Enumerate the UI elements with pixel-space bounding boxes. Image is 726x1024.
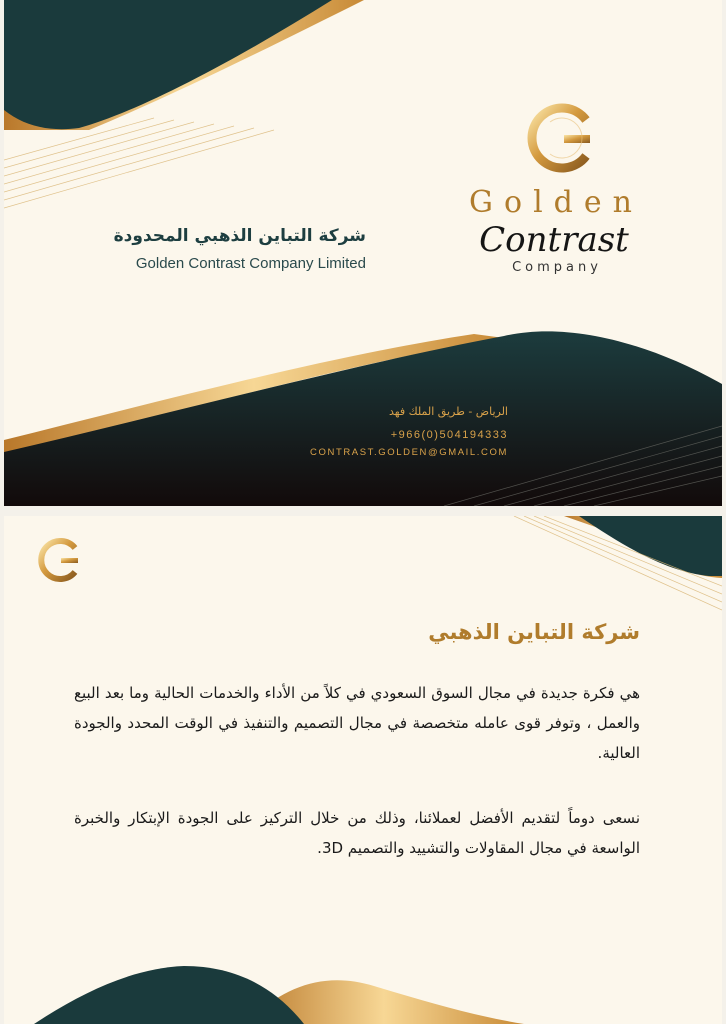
back-decoration xyxy=(4,516,722,1024)
brand-word-contrast: Contrast xyxy=(479,220,629,260)
about-paragraph-2: نسعى دوماً لتقديم الأفضل لعملائنا، وذلك من خلال التركيز على الجودة الإبتكار والخبرة الواسعة في مجال المقاولات والتشييد والتصميم 3D. xyxy=(74,809,640,857)
company-name-arabic: شركة التباين الذهبي المحدودة xyxy=(113,226,366,246)
golden-g-logo-icon xyxy=(532,108,590,168)
golden-g-logo-small-icon xyxy=(41,541,78,579)
back-title: شركة التباين الذهبي xyxy=(428,620,640,644)
contact-email: CONTRAST.GOLDEN@GMAIL.COM xyxy=(310,447,508,458)
brand-word-golden: Golden xyxy=(469,185,643,220)
top-dark-swoosh xyxy=(4,0,332,129)
about-paragraph-1: هي فكرة جديدة في مجال السوق السعودي في كلاً من الأداء والخدمات الحالية وما بعد البيع والعمل ، وتوفر قوى عامله متخصصة في مجال التصميم والتنفيذ في الوقت المحدد والجودة العالية. xyxy=(74,684,640,762)
company-name-english: Golden Contrast Company Limited xyxy=(135,255,366,272)
back-bottom-dark-swoosh xyxy=(34,966,304,1024)
back-top-dark-swoosh xyxy=(579,516,722,576)
contact-address: الرياض - طريق الملك فهد xyxy=(389,405,508,418)
top-stripes xyxy=(4,118,274,208)
brand-word-company: Company xyxy=(512,260,602,275)
business-card-front xyxy=(4,0,722,506)
business-card-back xyxy=(4,516,722,1024)
contact-phone: +966(0)504194333 xyxy=(390,429,508,441)
